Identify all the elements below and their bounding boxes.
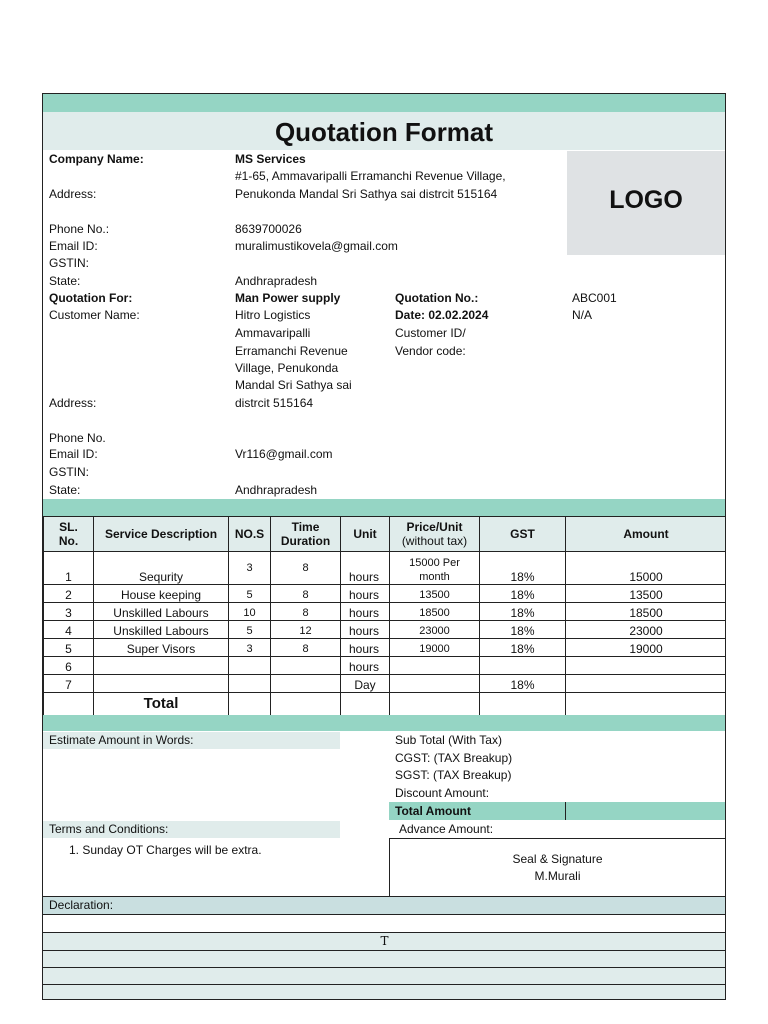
terms-item: 1. Sunday OT Charges will be extra. [69, 843, 262, 857]
cell-unit: hours [341, 639, 390, 657]
quotation-for-value: Man Power supply [235, 291, 341, 305]
table-header-row [44, 517, 727, 552]
cell-amount: 15000 [566, 552, 727, 585]
discount-label: Discount Amount: [395, 786, 490, 800]
signatory-name: M.Murali [534, 869, 581, 883]
cell-amount: 18500 [566, 603, 727, 621]
customer-name-line: Village, Penukonda [235, 361, 339, 375]
company-address-label: Address: [49, 187, 97, 201]
company-address-line2: Penukonda Mandal Sri Sathya sai distrcit 515164 [235, 187, 498, 201]
page-title: Quotation Format [274, 117, 494, 147]
col-header-nos: NO.S [229, 517, 271, 552]
cell-unit: hours [341, 621, 390, 639]
company-phone-label: Phone No.: [49, 222, 110, 236]
customer-address-label: Address: [49, 396, 97, 410]
cell-description: Unskilled Labours [94, 621, 229, 639]
cell-unit: hours [341, 585, 390, 603]
cell-price: 23000 [390, 621, 480, 639]
customer-name-line: Mandal Sri Sathya sai [235, 378, 352, 392]
cell-description [94, 675, 229, 693]
customer-name-line: distrcit 515164 [235, 396, 314, 410]
cell-nos [229, 657, 271, 675]
col-header-amount: Amount [566, 517, 727, 552]
cell-price: 19000 [390, 639, 480, 657]
cell-price [390, 657, 480, 675]
col-header-price: Price/Unit (without tax) [390, 517, 480, 552]
cell-time: 8 [271, 552, 341, 585]
customer-phone-label: Phone No. [49, 431, 106, 445]
col-header-gst: GST [480, 517, 566, 552]
quotation-no-value: ABC001 [572, 291, 617, 305]
cell-gst: 18% [480, 552, 566, 585]
company-phone: 8639700026 [235, 222, 302, 236]
terms-label: Terms and Conditions: [49, 822, 169, 836]
header-band [43, 94, 725, 112]
cell-sl: 2 [44, 585, 94, 603]
cell-sl: 4 [44, 621, 94, 639]
cell-unit: hours [341, 552, 390, 585]
cell-gst: 18% [480, 603, 566, 621]
cell-price: 13500 [390, 585, 480, 603]
cell-amount: 19000 [566, 639, 727, 657]
cell-time: 12 [271, 621, 341, 639]
logo-text: LOGO [609, 186, 683, 214]
cell-nos: 3 [229, 639, 271, 657]
customer-gstin-label: GSTIN: [49, 465, 90, 479]
cell-time: 8 [271, 639, 341, 657]
table-row [44, 552, 727, 585]
sgst-label: SGST: (TAX Breakup) [395, 768, 512, 782]
table-row [44, 621, 727, 639]
cell-description: House keeping [94, 585, 229, 603]
table-row [44, 639, 727, 657]
cell-gst [480, 657, 566, 675]
cell-gst: 18% [480, 621, 566, 639]
cell-time: 8 [271, 603, 341, 621]
quotation-sheet [42, 93, 726, 1000]
company-address-line1: #1-65, Ammavaripalli Erramanchi Revenue Village, [235, 169, 506, 183]
col-header-time: Time Duration [271, 517, 341, 552]
cell-sl: 5 [44, 639, 94, 657]
col-header-unit: Unit [341, 517, 390, 552]
cell-price: 18500 [390, 603, 480, 621]
col-header-sl: SL. No. [44, 517, 94, 552]
cell-description: Unskilled Labours [94, 603, 229, 621]
cell-gst: 18% [480, 585, 566, 603]
company-state-label: State: [49, 274, 81, 288]
cell-price: 15000 Per month [390, 552, 480, 585]
declaration-line [43, 951, 726, 967]
customer-email: Vr116@gmail.com [235, 447, 333, 461]
declaration-rule [43, 914, 726, 915]
quotation-date: Date: 02.02.2024 [395, 308, 489, 322]
cell-amount: 13500 [566, 585, 727, 603]
cell-time [271, 675, 341, 693]
quotation-no-label: Quotation No.: [395, 291, 479, 305]
cell-price [390, 675, 480, 693]
customer-name-line: Erramanchi Revenue [235, 344, 348, 358]
customer-name-line: Hitro Logistics [235, 308, 311, 322]
seal-label: Seal & Signature [512, 852, 603, 866]
table-row [44, 585, 727, 603]
quotation-for-label: Quotation For: [49, 291, 133, 305]
declaration-band [43, 897, 726, 914]
customer-state: Andhrapradesh [235, 483, 318, 497]
cell-sl: 6 [44, 657, 94, 675]
cell-nos: 3 [229, 552, 271, 585]
cell-amount [566, 657, 727, 675]
total-label: Total [94, 693, 229, 716]
cell-description [94, 657, 229, 675]
cell-sl: 1 [44, 552, 94, 585]
col-header-description: Service Description [94, 517, 229, 552]
cell-nos [229, 675, 271, 693]
cgst-label: CGST: (TAX Breakup) [395, 751, 513, 765]
cell-unit: hours [341, 657, 390, 675]
declaration-mark: T [380, 934, 389, 948]
cell-unit: Day [341, 675, 390, 693]
company-name: MS Services [235, 152, 306, 166]
table-row [44, 675, 727, 693]
total-amount-divider [565, 802, 566, 820]
cell-time: 8 [271, 585, 341, 603]
cell-nos: 10 [229, 603, 271, 621]
table-bottom-band [43, 715, 725, 731]
company-gstin-label: GSTIN: [49, 256, 90, 270]
cell-amount: 23000 [566, 621, 727, 639]
cell-unit: hours [341, 603, 390, 621]
cell-amount [566, 675, 727, 693]
company-state: Andhrapradesh [235, 274, 318, 288]
customer-state-label: State: [49, 483, 81, 497]
declaration-line [43, 968, 726, 984]
customer-id-value: N/A [572, 308, 593, 322]
vendor-code-label: Vendor code: [395, 344, 466, 358]
cell-time [271, 657, 341, 675]
table-row [44, 657, 727, 675]
cell-description: Super Visors [94, 639, 229, 657]
total-amount-label: Total Amount [395, 804, 471, 818]
table-top-band [43, 499, 725, 516]
items-table [43, 516, 726, 716]
table-total-row [44, 693, 727, 716]
cell-gst: 18% [480, 639, 566, 657]
cell-sl: 3 [44, 603, 94, 621]
declaration-line [43, 985, 726, 999]
cell-sl: 7 [44, 675, 94, 693]
company-name-label: Company Name: [49, 152, 144, 166]
customer-name-line: Ammavaripalli [235, 326, 311, 340]
table-row [44, 603, 727, 621]
customer-id-label: Customer ID/ [395, 326, 466, 340]
cell-gst: 18% [480, 675, 566, 693]
words-label: Estimate Amount in Words: [49, 733, 194, 747]
declaration-label: Declaration: [49, 898, 114, 912]
advance-label: Advance Amount: [399, 822, 494, 836]
cell-description: Sequrity [94, 552, 229, 585]
customer-name-label: Customer Name: [49, 308, 140, 322]
company-email-label: Email ID: [49, 239, 98, 253]
subtotal-label: Sub Total (With Tax) [395, 733, 502, 747]
cell-nos: 5 [229, 621, 271, 639]
customer-email-label: Email ID: [49, 447, 98, 461]
company-email: muralimustikovela@gmail.com [235, 239, 398, 253]
cell-nos: 5 [229, 585, 271, 603]
